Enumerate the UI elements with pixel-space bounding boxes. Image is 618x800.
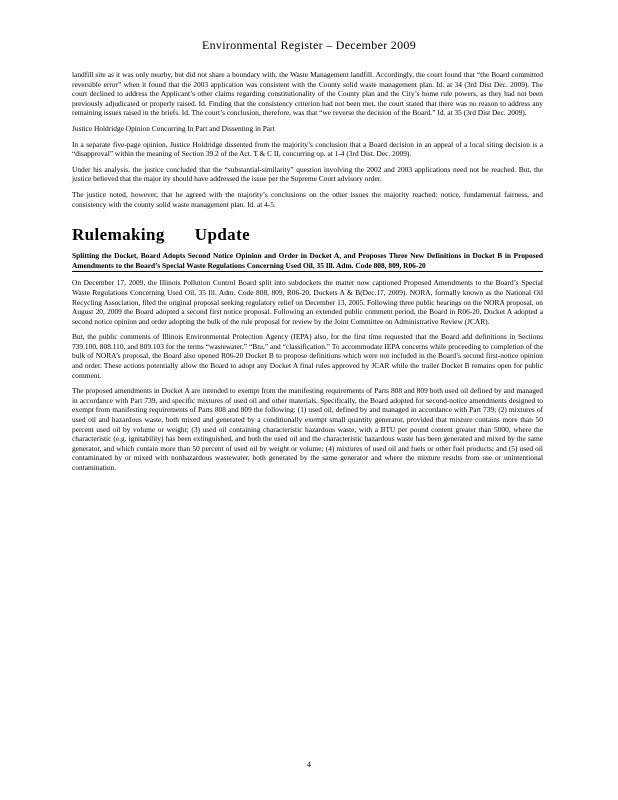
body-paragraph: The proposed amendments in Docket A are intended to exempt from the manifesting requirements of Parts 808 and 809 both used oil defined by and managed in accordance with Part 739, and specific mixtures of used oil and other materials. Specifically, the Board adopted for second-notice amendments designed to exempt from manifesting requirements of Parts 808 and 809 the following: (1) used oil, defined by and managed in accordance with Part 739; (2) mixtures of used oil and hazardous waste, both mixed and generated by a conditionally exempt small quantity generator, provided that mixture contains more than 50 percent used oil by volume or weight; (3) used oil containing characteristic hazardous waste, with a BTU per pound content greater than 5000, where the characteristic (e.g. ignitability) has been extinguished, and both the used oil and the characteristic hazardous waste has been generated and mixed by the same generator, and which contain more than 50 percent of used oil by weight or volume; (4) mixtures of used oil and fuels or other fuel products; and (5) used oil contaminated by or mixed with nonhazardous wastewater, both generated by the same generator and where the mixture results from use or unintentional contamination. [72,386,543,472]
section-title-word: Update [194,225,251,245]
page-number: 4 [307,760,311,769]
section-title [72,225,543,245]
body-paragraph: But, the public comments of Illinois Environmental Protection Agency (IEPA) also, for the first time requested that the Board add definitions in Sections 739.100, 808.110, and 809.103 for the terms “wastewater,” “Btu,” and “classification.” To accommodate IEPA concerns while proceeding to completion of the bulk of NORA’s proposal, the Board also opened R06-20 Docket B to propose definitions which were not included in the Board’s second first-notice opinion and order. These actions potentially allow the Board to adopt any Docket A final rules approved by JCAR while the trailer Docket B remains open for public comment. [72,332,543,380]
page-content [72,70,543,479]
body-paragraph: On December 17, 2009, the Illinois Pollution Control Board split into subdockets the matter now captioned Proposed Amendments to the Board’s Special Waste Regulations Concerning Used Oil, 35 Ill. Adm. Code 808, 809, R06-20, Dockets A & B(Dec.17, 2009). NORA, formally known as the National Oil Recycling Association, filed the original proposal seeking regulatory relief on December 13, 2005. Following three public hearings on the NORA proposal, on August 20, 2009 the Board adopted a second first notice proposal. Following an extended public comment period, the Board in R06-20, Docket A adopted a second notice opinion and order adopting the bulk of the rule proposal for review by the Joint Committee on Administrative Review (JCAR). [72,278,543,326]
page-header: Environmental Register – December 2009 [201,38,416,52]
subheading-paragraph: Justice Holdridge Opinion Concurring In Part and Dissenting in Part [72,123,275,133]
article-headline: Splitting the Docket, Board Adopts Second Notice Opinion and Order in Docket A, and Proposes Three New Definitions in Docket B in Proposed Amendments to the Board’s Special Waste Regulations Concerning Used Oil, 35 Ill. Adm. Code 808, 809, R06-20 [72,251,543,272]
body-paragraph: Under his analysis, the justice concluded that the “substantial-similarity” question involving the 2002 and 2003 applications need not be reached. But, the justice believed that the major ity should have addressed the issue per the Supreme Court advisory order. [72,164,543,184]
body-paragraph: The justice noted, however, that he agreed with the majority’s conclusions on the other issues the majority reached: notice, fundamental fairness, and consistency with the county solid waste management plan. Id. at 4-5. [72,189,543,209]
body-paragraph: In a separate five-page opinion, Justice Holdridge dissented from the majority’s conclusion that a Board decision in an appeal of a local siting decision is a “disapproval” within the meaning of Section 39.2 of the Act. T & C II, concurring op. at 1-4 (3rd Dist. Dec. 2009). [72,139,543,159]
section-title-word: Rulemaking [72,225,165,245]
body-paragraph: landfill site as it was only nearby, but did not share a boundary with, the Waste Management landfill. Accordingly, the court found that “the Board committed reversible error” when it found that the 2003 application was consistent with the County solid waste management plan. Id. at 34 (3rd Dist Dec. 2009). The court declined to address the Applicant’s other claims regarding constitutionality of the County plan and the City’s home rule powers, as they had not been previously adjudicated or properly raised. Id. Finding that the consistency criterion had not been met, the court stated that there was no reason to address any remaining issues raised in the briefs. Id. The court’s conclusion, therefore, was that “we reverse the decision of the Board.” Id. at 35 (3rd Dist Dec. 2009). [72,70,543,118]
